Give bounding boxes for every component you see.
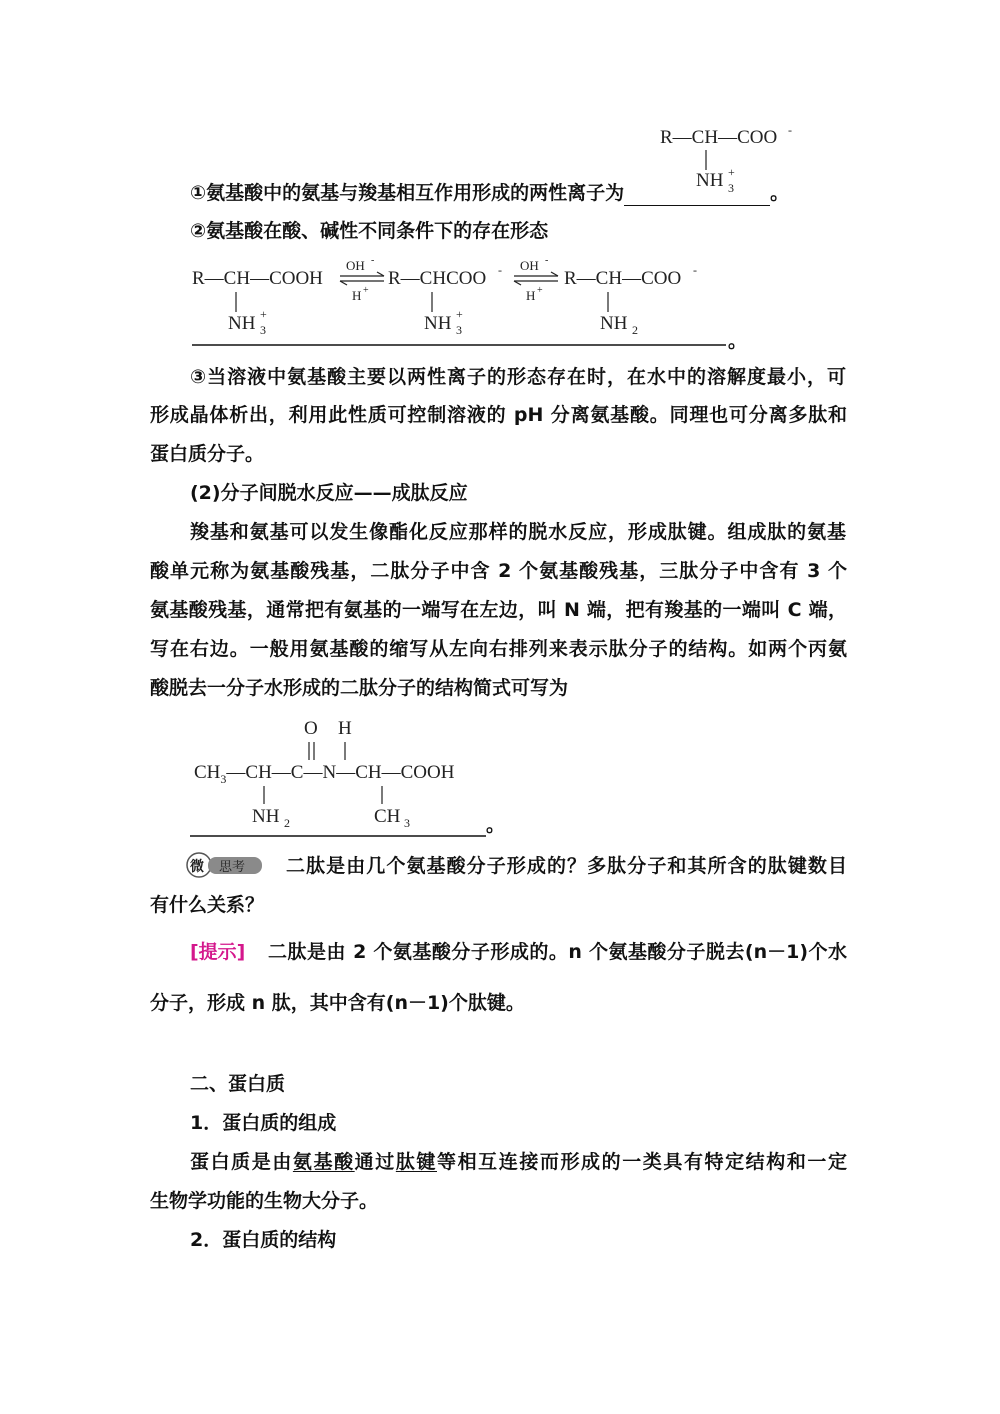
hint-line-1: 二肽是由 2 个氨基酸分子形成的。n 个氨基酸分子脱去(n－1)个水 xyxy=(268,941,847,963)
sub2-heading: 2．蛋白质的结构 xyxy=(190,1229,337,1251)
species3: R—CH—COO xyxy=(564,268,682,289)
hint-line-2: 分子，形成 n 肽，其中含有(n－1)个肽键。 xyxy=(150,992,525,1014)
svg-text:+: + xyxy=(363,285,369,296)
svg-text:H: H xyxy=(352,288,362,303)
svg-text:3: 3 xyxy=(456,323,462,337)
underlined-amino-acid: 氨基酸 xyxy=(292,1151,355,1173)
svg-text:NH: NH xyxy=(600,313,628,334)
section2-para-line-3: 氨基酸残基，通常把有氨基的一端写在左边，叫 N 端，把有羧基的一端叫 C 端， xyxy=(150,599,847,621)
svg-text:-: - xyxy=(788,123,792,137)
svg-text:-: - xyxy=(693,263,697,277)
answer-blank xyxy=(624,185,770,206)
svg-text:O: O xyxy=(304,718,318,739)
section2-para-line-4: 写在右边。一般用氨基酸的缩写从左向右排列来表示肽分子的结构。如两个丙氨 xyxy=(150,638,847,660)
svg-text:2: 2 xyxy=(284,816,290,830)
sub1-heading: 1．蛋白质的组成 xyxy=(190,1112,337,1134)
svg-text:NH: NH xyxy=(228,313,256,334)
think-tag-small: 思考 xyxy=(219,859,246,874)
svg-text:NH: NH xyxy=(252,806,280,827)
zwitterion-group: NH xyxy=(696,170,724,191)
equilibrium-arrow-1 xyxy=(340,255,384,303)
svg-text:+: + xyxy=(728,165,735,179)
think-tag xyxy=(186,852,266,882)
svg-text:+: + xyxy=(456,307,463,321)
svg-text:2: 2 xyxy=(632,323,638,337)
equilibrium-scheme xyxy=(188,252,748,348)
section2-para-line-1: 羧基和氨基可以发生像酯化反应那样的脱水反应，形成肽键。组成肽的氨基 xyxy=(190,521,846,543)
dipeptide-structure xyxy=(188,708,508,840)
svg-text:3: 3 xyxy=(404,816,410,830)
item3-line-3: 蛋白质分子。 xyxy=(150,443,265,465)
species1: R—CH—COOH xyxy=(192,268,323,289)
underlined-peptide-bond: 肽键 xyxy=(395,1151,437,1173)
item3-line-1: ③当溶液中氨基酸主要以两性离子的形态存在时，在水中的溶解度最小，可 xyxy=(190,366,846,388)
svg-text:CH: CH xyxy=(374,806,401,827)
svg-text:+: + xyxy=(537,285,543,296)
sub1-para-line-2: 生物学功能的生物大分子。 xyxy=(150,1190,379,1212)
svg-text:-: - xyxy=(371,255,375,266)
svg-text:+: + xyxy=(260,307,267,321)
svg-text:H: H xyxy=(526,288,536,303)
svg-text:OH: OH xyxy=(346,258,365,273)
section2-para-line-2: 酸单元称为氨基酸残基，二肽分子中含 2 个氨基酸残基，三肽分子中含有 3 个 xyxy=(150,560,847,582)
item2-line: ②氨基酸在酸、碱性不同条件下的存在形态 xyxy=(190,220,549,242)
item1-text: ①氨基酸中的氨基与羧基相互作用形成的两性离子为 xyxy=(190,182,625,204)
think-question-2: 有什么关系？ xyxy=(150,894,265,916)
svg-text:-: - xyxy=(498,263,502,277)
equilibrium-arrow-2 xyxy=(514,255,558,303)
dipeptide-main: $CH_3—CH—C—N—CH—COOH$ xyxy=(194,762,455,786)
think-question-1: 二肽是由几个氨基酸分子形成的？多肽分子和其所含的肽键数目 xyxy=(286,855,847,877)
svg-text:3: 3 xyxy=(260,323,266,337)
species2: R—CHCOO xyxy=(388,268,487,289)
item3-line-2: 形成晶体析出，利用此性质可控制溶液的 pH 分离氨基酸。同理也可分离多肽和 xyxy=(150,404,847,426)
hint-tag: [提示] xyxy=(190,941,246,963)
svg-text:OH: OH xyxy=(520,258,539,273)
zwitterion-main: R—CH—COO xyxy=(660,127,778,148)
svg-text:H: H xyxy=(338,718,352,739)
think-tag-big: 微 xyxy=(190,860,204,875)
sub1-para-line-1: 蛋白质是由氨基酸通过肽键等相互连接而形成的一类具有特定结构和一定 xyxy=(190,1151,847,1173)
part2-heading: 二、蛋白质 xyxy=(190,1073,286,1095)
section2-para-line-5: 酸脱去一分子水形成的二肽分子的结构简式可写为 xyxy=(150,677,569,699)
section2-heading: (2)分子间脱水反应——成肽反应 xyxy=(190,482,468,504)
svg-text:3: 3 xyxy=(728,181,734,195)
svg-text:-: - xyxy=(545,255,549,266)
item1-line: ①氨基酸中的氨基与羧基相互作用形成的两性离子为 。 xyxy=(190,182,790,204)
svg-text:NH: NH xyxy=(424,313,452,334)
